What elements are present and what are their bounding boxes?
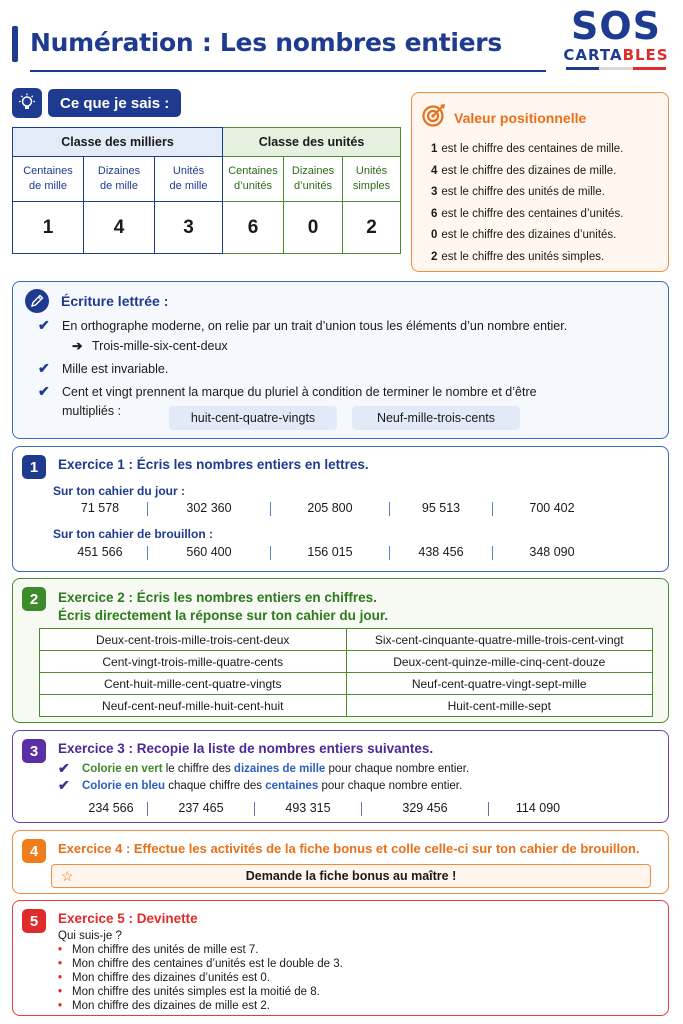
title-underline (30, 70, 546, 72)
riddle-question: Qui suis-je ? (58, 930, 122, 942)
word-cell: Neuf-cent-quatre-vingt-sept-mille (346, 673, 653, 695)
instruction-2-text-a: chaque chiffre des (165, 779, 266, 792)
flag-red (633, 67, 666, 70)
exercise-title: Exercice 5 : Devinette (58, 911, 198, 926)
exercise-number-badge: 5 (22, 909, 46, 933)
digit-cell: 2 (343, 202, 401, 254)
digit-cell: 6 (223, 202, 284, 254)
rule-1 (38, 317, 567, 334)
table-row (40, 629, 653, 651)
valeur-item (431, 204, 623, 226)
col-header-line2: de mille (29, 180, 67, 192)
valeur-text: est le chiffre des centaines de mille. (441, 143, 624, 155)
number-item: 95 513 (421, 501, 461, 515)
instruction-1-text-b: pour chaque nombre entier. (325, 762, 470, 775)
valeur-text: est le chiffre des unités de mille. (441, 186, 605, 198)
col-header-line2: de mille (169, 180, 208, 192)
valeur-item (431, 161, 623, 183)
example-pill-1: huit-cent-quatre-vingts (169, 406, 337, 430)
check-icon: ✔ (38, 360, 50, 376)
exercise-number-badge: 3 (22, 739, 46, 763)
col-header-line1: Dizaines (291, 165, 335, 177)
valeur-digit: 1 (431, 143, 438, 155)
exercise-2 (12, 578, 669, 723)
exercise-1 (12, 446, 669, 572)
place-value-table (12, 127, 401, 254)
logo-sos-text: SOS (570, 4, 662, 48)
ce-que-je-sais-header (12, 88, 181, 118)
valeur-positionnelle-box (411, 92, 669, 272)
title-accent-bar (12, 26, 18, 62)
ecriture-lettree-box (12, 281, 669, 439)
exercise-5 (12, 900, 669, 1016)
valeur-item (431, 247, 623, 269)
logo-cartables-text (560, 46, 672, 64)
number-item: 329 456 (402, 801, 448, 815)
digit-cell: 0 (284, 202, 343, 254)
arrow-right-icon: ➔ (72, 339, 83, 353)
valeur-digit: 0 (431, 229, 438, 241)
col-header-centaines-de-mille (13, 157, 84, 202)
rule-1-text: En orthographe moderne, on relie par un trait d’union tous les éléments d’un nombre entier. (62, 318, 568, 333)
instruction-1-colour: Colorie en vert (82, 762, 163, 775)
list-item: • Mon chiffre des centaines d’unités est le double de 3. (58, 957, 343, 971)
valeur-text: est le chiffre des dizaines d’unités. (441, 229, 617, 241)
number-item: 71 578 (80, 501, 120, 515)
exercise-title-line-1: Exercice 2 : Écris les nombres entiers en chiffres. (58, 590, 377, 605)
bonus-box (51, 864, 651, 888)
exercise-title: Exercice 4 : Effectue les activités de la fiche bonus et colle celle-ci sur ton cahier de brouillon. (58, 841, 640, 856)
number-item: 302 360 (186, 501, 232, 515)
exercise-3 (12, 730, 669, 823)
col-header-line2: d’unités (234, 180, 272, 192)
valeur-list (431, 139, 623, 268)
col-header-unites-simples (343, 157, 401, 202)
sos-cartables-logo (560, 6, 672, 78)
word-cell: Deux-cent-trois-mille-trois-cent-deux (40, 629, 347, 651)
digit-cell: 4 (84, 202, 155, 254)
col-header-line1: Centaines (23, 165, 73, 177)
number-item: 438 456 (418, 545, 464, 559)
number-item: 700 402 (529, 501, 575, 515)
word-cell: Neuf-cent-neuf-mille-huit-cent-huit (40, 695, 347, 717)
word-cell: Deux-cent-quinze-mille-cinq-cent-douze (346, 651, 653, 673)
word-cell: Cent-vingt-trois-mille-quatre-cents (40, 651, 347, 673)
instruction-2-text-b: pour chaque nombre entier. (318, 779, 463, 792)
col-header-line2: simples (352, 180, 391, 192)
number-item: 493 315 (285, 801, 331, 815)
col-header-line1: Unités (172, 165, 205, 177)
col-header-dizaines-unites (284, 157, 343, 202)
rule-3-cont: multipliés : (62, 404, 122, 418)
exercise-4 (12, 830, 669, 894)
ce-que-je-sais-label: Ce que je sais : (48, 89, 181, 117)
exercise-1-row-1 (53, 501, 611, 516)
rule-2-text: Mille est invariable. (62, 361, 169, 376)
flag-white (599, 67, 632, 70)
number-item: 156 015 (307, 545, 353, 559)
exercise-number-badge: 2 (22, 587, 46, 611)
bonus-text: Demande la fiche bonus au maître ! (245, 869, 457, 883)
valeur-digit: 2 (431, 250, 438, 263)
valeur-item (431, 182, 623, 204)
instruction-2-colour: Colorie en bleu (82, 779, 166, 792)
number-item: 205 800 (307, 501, 353, 515)
list-item: • Mon chiffre des unités simples est la moitié de 8. (58, 985, 343, 999)
flag-blue (566, 67, 599, 70)
table-row (40, 695, 653, 717)
check-icon: ✔ (38, 317, 50, 333)
valeur-digit: 3 (431, 186, 438, 198)
col-header-unites-de-mille (155, 157, 223, 202)
check-icon: ✔ (58, 760, 70, 776)
col-header-line1: Centaines (228, 165, 278, 177)
exercise-number-badge: 4 (22, 839, 46, 863)
pencil-icon (25, 289, 49, 313)
rule-2 (38, 360, 168, 377)
instruction-1-text-a: le chiffre des (162, 762, 234, 775)
class-milliers-header: Classe des milliers (13, 128, 223, 157)
col-header-line1: Unités (355, 165, 388, 177)
rule-3-text: Cent et vingt prennent la marque du pluriel à condition de terminer le nombre et d’être (62, 384, 537, 399)
valeur-text: est le chiffre des dizaines de mille. (441, 164, 617, 177)
number-item: 114 090 (515, 801, 561, 815)
check-icon: ✔ (58, 777, 70, 793)
number-item: 237 465 (178, 801, 224, 815)
digit-cell: 1 (13, 202, 84, 254)
lightbulb-icon (12, 88, 42, 118)
list-item: • Mon chiffre des dizaines d’unités est 0. (58, 971, 343, 985)
rule-3 (38, 383, 537, 400)
target-icon (422, 103, 446, 132)
list-item: • Mon chiffre des unités de mille est 7. (58, 943, 343, 957)
word-cell: Huit-cent-mille-sept (346, 695, 653, 717)
exercise-1-subtitle-2: Sur ton cahier de brouillon : (53, 527, 214, 541)
col-header-dizaines-de-mille (84, 157, 155, 202)
number-item: 451 566 (77, 545, 123, 559)
class-unites-header: Classe des unités (223, 128, 401, 157)
exercise-1-row-2 (53, 545, 611, 560)
valeur-digit: 6 (431, 207, 438, 220)
instruction-1 (58, 760, 469, 777)
word-cell: Six-cent-cinquante-quatre-mille-trois-cent-vingt (346, 629, 653, 651)
words-table (39, 628, 653, 717)
exercise-title: Exercice 3 : Recopie la liste de nombres entiers suivantes. (58, 741, 434, 756)
instruction-2 (58, 777, 462, 794)
instruction-1-target: dizaines de mille (233, 762, 326, 775)
ecriture-header (25, 289, 168, 313)
col-header-line2: de mille (100, 180, 138, 192)
exercise-title: Exercice 1 : Écris les nombres entiers en lettres. (58, 457, 369, 472)
table-row (40, 673, 653, 695)
valeur-title: Valeur positionnelle (454, 109, 587, 126)
table-row (40, 651, 653, 673)
word-cell: Cent-huit-mille-cent-quatre-vingts (40, 673, 347, 695)
exercise-title-line-2: Écris directement la réponse sur ton cahier du jour. (58, 608, 389, 623)
example-1 (72, 338, 228, 353)
valeur-item (431, 225, 623, 247)
example-1-text: Trois-mille-six-cent-deux (92, 338, 228, 353)
instruction-2-target: centaines (265, 779, 319, 792)
riddle-clues (58, 943, 343, 1013)
valeur-header (422, 103, 586, 132)
col-header-centaines-unites (223, 157, 284, 202)
star-icon: ☆ (61, 868, 74, 884)
check-icon: ✔ (38, 383, 50, 399)
valeur-digit: 4 (431, 164, 438, 177)
valeur-text: est le chiffre des unités simples. (441, 250, 605, 263)
digit-cell: 3 (155, 202, 223, 254)
valeur-text: est le chiffre des centaines d’unités. (441, 207, 624, 220)
logo-cartables-part-a: CARTA (563, 46, 623, 64)
exercise-3-row (75, 801, 587, 816)
list-item: • Mon chiffre des dizaines de mille est 2. (58, 999, 343, 1013)
page-title: Numération : Les nombres entiers (30, 28, 502, 57)
number-item: 348 090 (529, 545, 575, 559)
valeur-item (431, 139, 623, 161)
exercise-1-subtitle-1: Sur ton cahier du jour : (53, 484, 186, 498)
exercise-number-badge: 1 (22, 455, 46, 479)
col-header-line1: Dizaines (97, 165, 141, 177)
logo-flag (566, 67, 666, 70)
ecriture-title: Écriture lettrée : (61, 293, 169, 309)
example-pill-2: Neuf-mille-trois-cents (352, 406, 520, 430)
number-item: 234 566 (88, 801, 134, 815)
col-header-line2: d’unités (294, 180, 332, 192)
logo-cartables-part-b: BLES (622, 46, 669, 64)
number-item: 560 400 (186, 545, 232, 559)
exercise-title (58, 589, 388, 625)
